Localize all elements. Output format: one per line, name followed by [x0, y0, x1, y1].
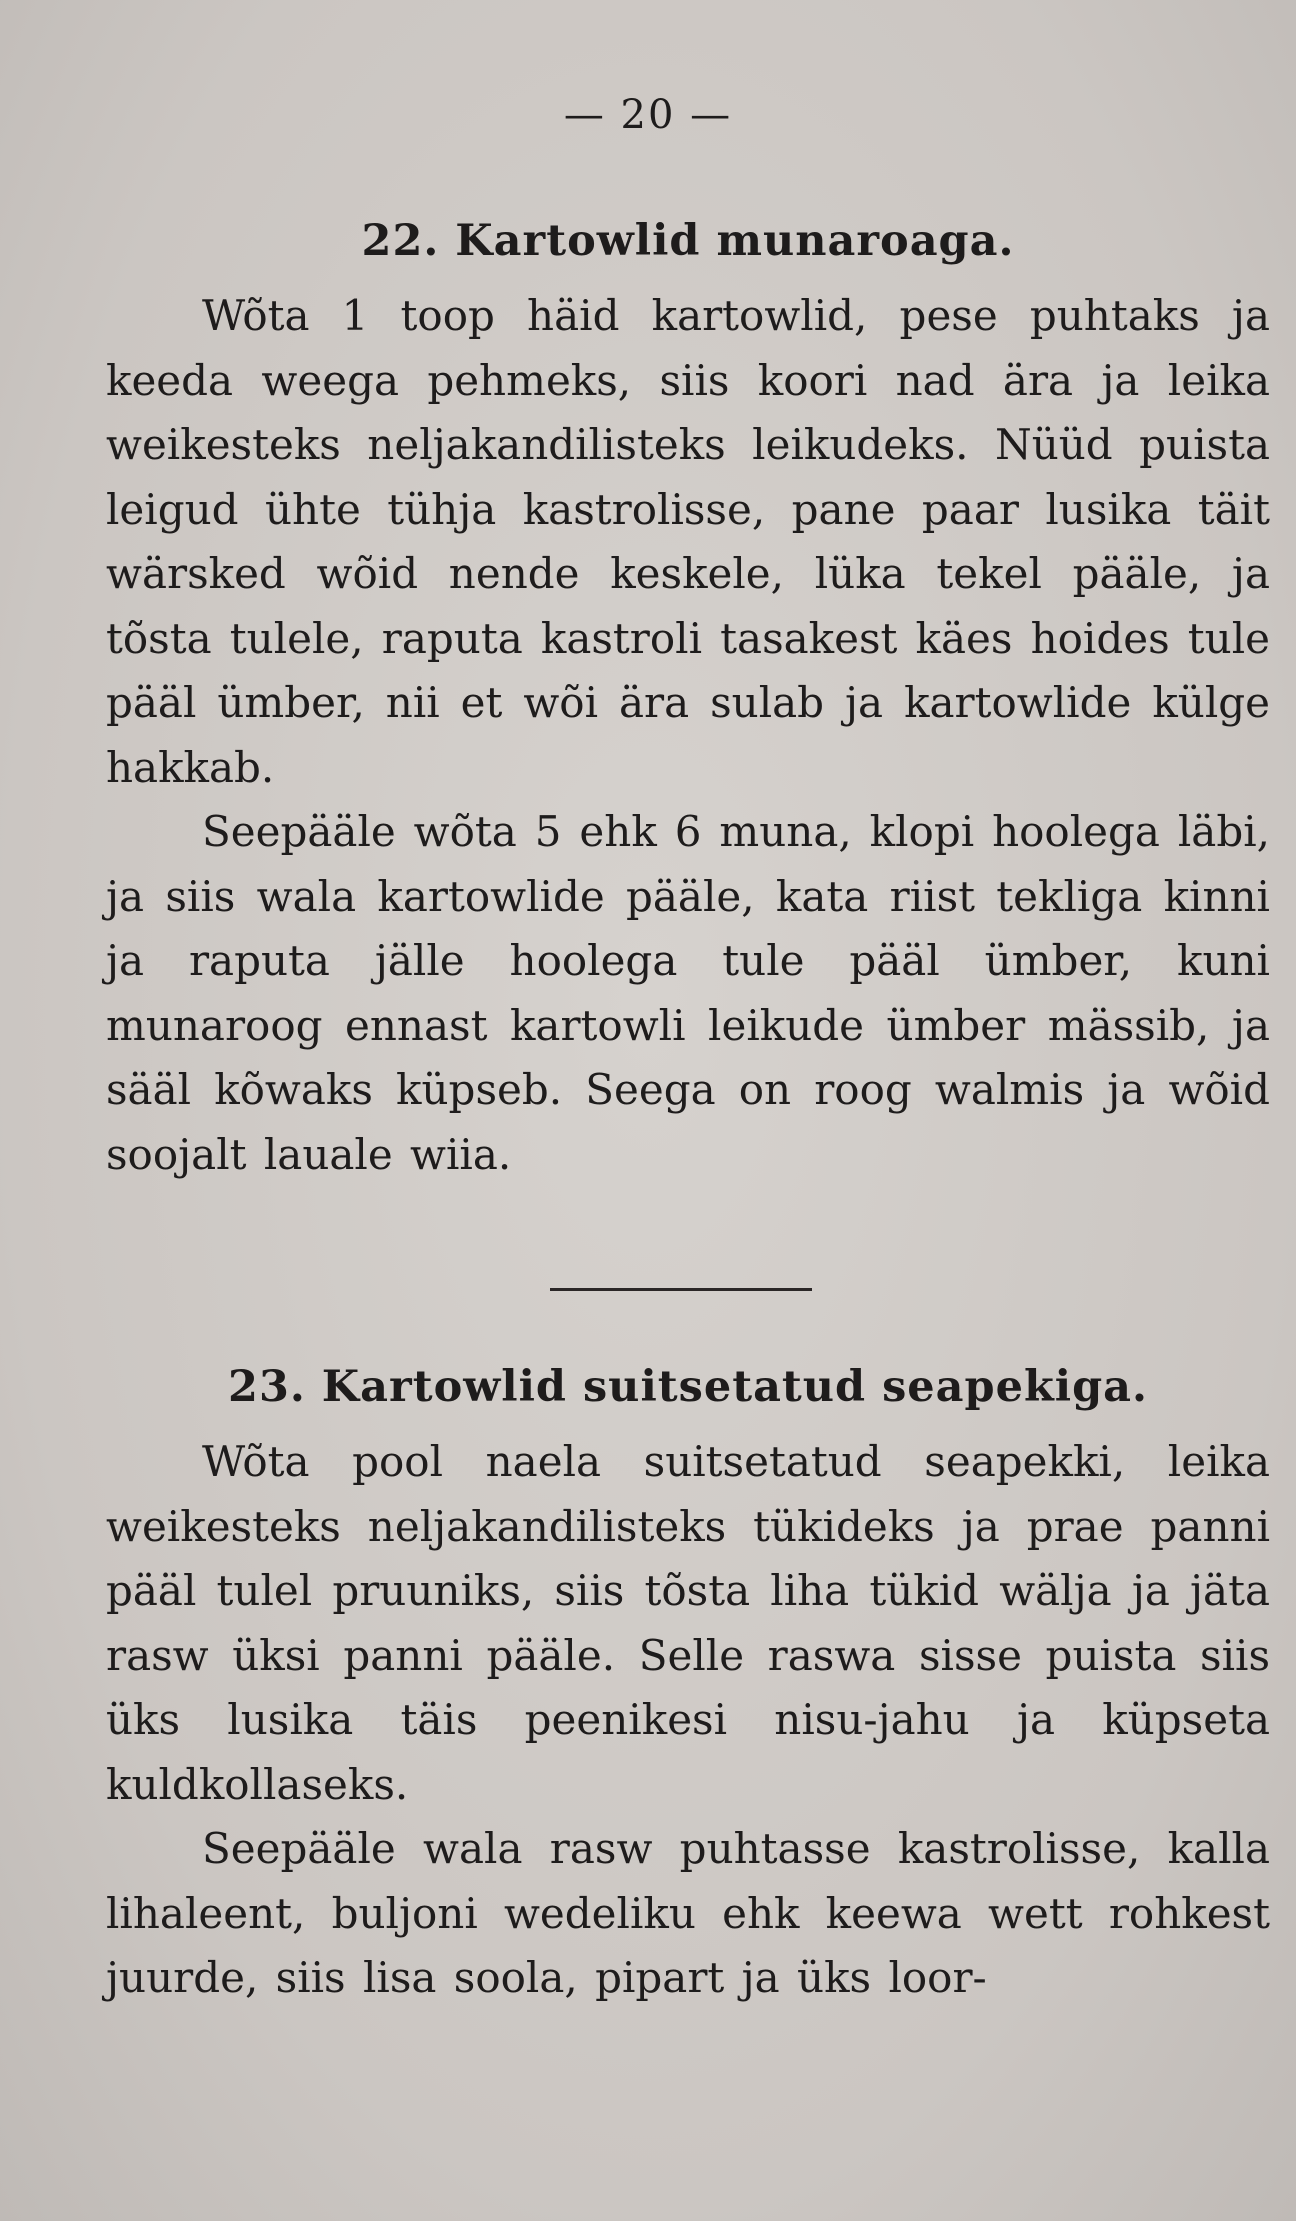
recipe-heading: 23. Kartowlid suitsetatud seapekiga. [228, 1362, 1148, 1412]
recipe-paragraph: Wõta pool naela suitsetatud seapekki, leika weikesteks neljakandilisteks tükideks ja prae panni pääl tulel pruuniks, siis tõsta liha tükid wälja ja jäta rasw üksi panni pääle. Selle raswa sisse puista siis üks lusika täis peenikesi nisu-jahu ja küpseta kuldkollaseks. [106, 1437, 1270, 1809]
recipe-heading: 22. Kartowlid munaroaga. [361, 216, 1015, 266]
recipe-paragraph: Seepääle wala rasw puhtasse kastrolisse, kalla lihaleent, buljoni wedeliku ehk keewa wett rohkest juurde, siis lisa soola, pipart ja üks loor- [106, 1824, 1270, 2002]
recipe-section-23 [106, 1362, 1270, 2011]
recipe-paragraph: Wõta 1 toop häid kartowlid, pese puhtaks ja keeda weega pehmeks, siis koori nad ära ja leika weikesteks neljakandilisteks leikudeks. Nüüd puista leigud ühte tühja kastrolisse, pane paar lusika täit wärsked wõid nende keskele, lüka tekel pääle, ja tõsta tulele, raputa kastroli tasakest käes hoides tule pääl ümber, nii et wõi ära sulab ja kartowlide külge hakkab. [106, 291, 1270, 792]
section-divider [550, 1288, 812, 1291]
page-number: — 20 — [563, 92, 733, 138]
recipe-section-22 [106, 216, 1270, 1187]
recipe-paragraph: Seepääle wõta 5 ehk 6 muna, klopi hoolega läbi, ja siis wala kartowlide pääle, kata riist tekliga kinni ja raputa jälle hoolega tule pääl ümber, kuni munaroog ennast kartowli leikude ümber mässib, ja sääl kõwaks küpseb. Seega on roog walmis ja wõid soojalt lauale wiia. [106, 807, 1270, 1179]
